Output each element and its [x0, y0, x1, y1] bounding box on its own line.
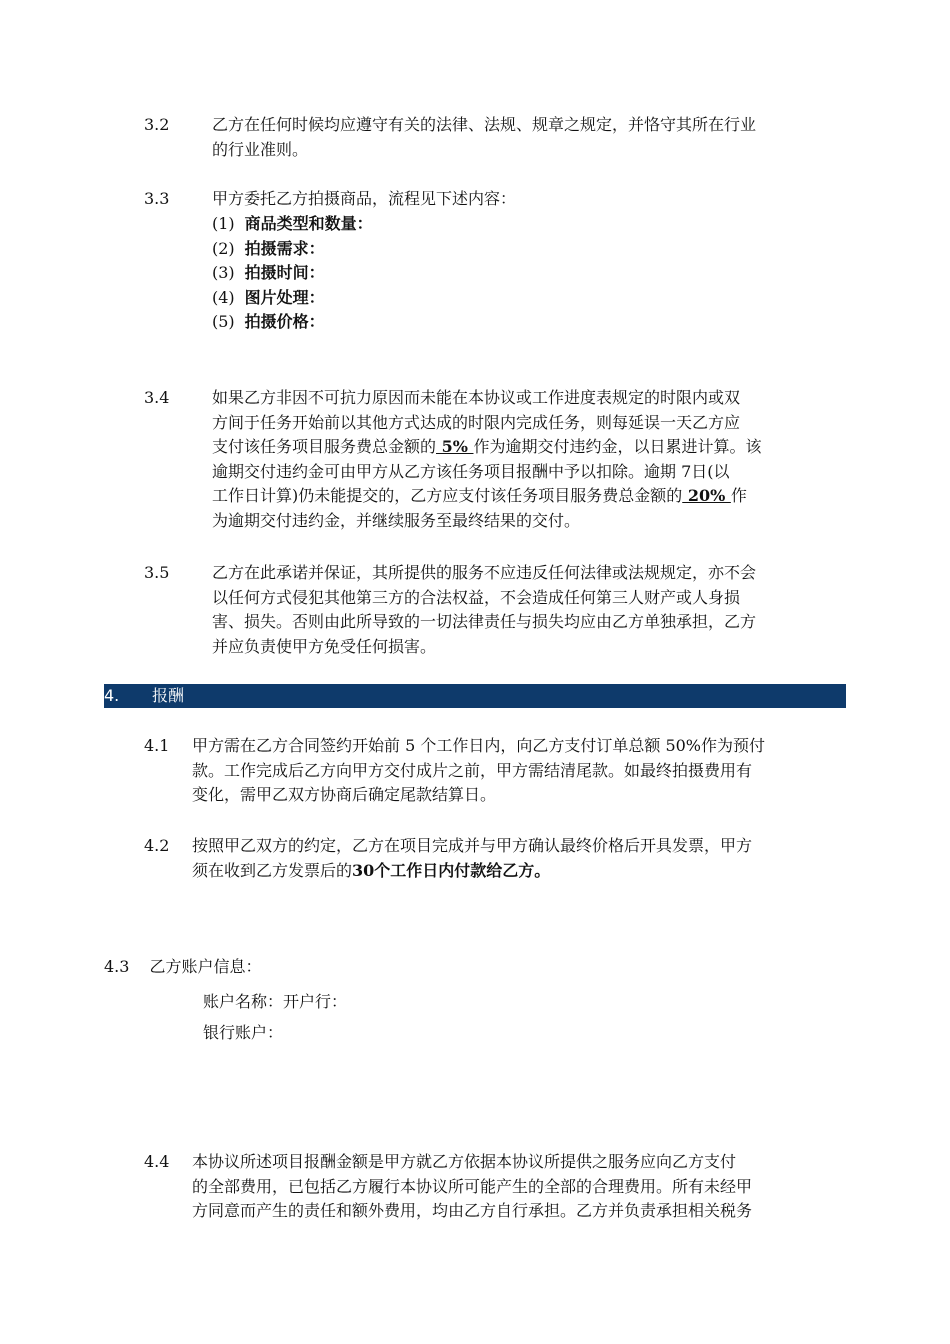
clause-4-1	[144, 734, 846, 809]
clause-4-4	[144, 1150, 846, 1225]
section-header-4	[104, 684, 846, 708]
clause-line	[212, 435, 846, 460]
clause-line: 乙方在此承诺并保证，其所提供的服务不应违反任何法律或法规规定，亦不会	[212, 563, 757, 582]
text-run: 支付该任务项目服务费总金额的	[212, 437, 437, 456]
list-item	[212, 237, 325, 262]
clause-line: 按照甲乙双方的约定，乙方在项目完成并与甲方确认最终价格后开具发票，甲方	[192, 836, 753, 855]
clause-text: 甲方委托乙方拍摄商品，流程见下述内容：	[212, 189, 517, 208]
text-run: 作为逾期交付违约金，以日累进计算。该	[473, 437, 762, 456]
bank-account-line: 银行账户：	[203, 1023, 284, 1042]
list-item	[212, 286, 325, 311]
clause-3-3	[144, 187, 846, 211]
clause-3-2	[144, 113, 846, 163]
list-item	[212, 310, 325, 335]
clause-line: 方同意而产生的责任和额外费用，均由乙方自行承担。乙方并负责承担相关税务	[192, 1201, 753, 1220]
clause-number: 4.3	[104, 957, 130, 976]
list-index: (4)	[212, 288, 235, 307]
payment-term: 30个工作日内付款给乙方。	[352, 860, 551, 880]
clause-4-3	[104, 955, 261, 980]
text-run: 须在收到乙方发票后的	[192, 860, 353, 880]
clause-line: 的行业准则。	[212, 139, 309, 159]
clause-number: 3.3	[144, 189, 170, 208]
clause-3-5	[144, 561, 846, 661]
clause-line: 款。工作完成后乙方向甲方交付成片之前，甲方需结清尾款。如最终拍摄费用有	[192, 760, 753, 780]
clause-line	[212, 484, 846, 509]
clause-number: 4.1	[144, 736, 170, 755]
clause-title: 乙方账户信息：	[149, 957, 262, 976]
clause-line: 变化，需甲乙双方协商后确定尾款结算日。	[192, 785, 497, 804]
clause-3-4	[144, 386, 846, 536]
list-label: 商品类型和数量：	[244, 214, 373, 233]
clause-text	[212, 386, 846, 533]
list-index: (1)	[212, 214, 235, 233]
text-run: 工作日计算)仍未能提交的，乙方应支付该任务项目服务费总金额的	[212, 486, 683, 505]
clause-text	[192, 734, 846, 808]
clause-line: 的全部费用，已包括乙方履行本协议所可能产生的全部的合理费用。所有未经甲	[192, 1176, 753, 1196]
clause-line: 方间于任务开始前以其他方式达成的时限内完成任务，则每延误一天乙方应	[212, 412, 741, 432]
list-item	[212, 261, 325, 286]
clause-text	[212, 561, 846, 659]
list-label: 图片处理：	[244, 288, 325, 307]
clause-number: 3.4	[144, 388, 170, 407]
clause-line: 为逾期交付违约金，并继续服务至最终结果的交付。	[212, 510, 581, 530]
clause-number: 3.5	[144, 563, 170, 582]
clause-text	[212, 113, 846, 162]
account-name-line: 账户名称：开户行：	[203, 992, 348, 1011]
section-number: 4.	[104, 686, 120, 705]
list-item	[212, 212, 373, 237]
text-run: 作	[730, 486, 747, 505]
list-label: 拍摄时间：	[244, 263, 325, 282]
clause-number: 4.2	[144, 836, 170, 855]
list-index: (5)	[212, 312, 235, 331]
clause-line: 如果乙方非因不可抗力原因而未能在本协议或工作进度表规定的时限内或双	[212, 388, 741, 407]
clause-text	[192, 1150, 846, 1224]
list-index: (2)	[212, 239, 235, 258]
clause-line: 并应负责使甲方免受任何损害。	[212, 636, 437, 656]
clause-text	[192, 834, 846, 883]
clause-line: 甲方需在乙方合同签约开始前 5 个工作日内，向乙方支付订单总额 50%作为预付	[192, 736, 766, 755]
clause-line: 乙方在任何时候均应遵守有关的法律、法规、规章之规定，并恪守其所在行业	[212, 115, 757, 134]
penalty-rate-daily: 5%	[436, 437, 474, 456]
list-label: 拍摄需求：	[244, 239, 325, 258]
clause-line: 逾期交付违约金可由甲方从乙方该任务项目报酬中予以扣除。逾期 7日(以	[212, 461, 730, 481]
clause-line: 本协议所述项目报酬金额是甲方就乙方依据本协议所提供之服务应向乙方支付	[192, 1152, 737, 1171]
clause-line: 以任何方式侵犯其他第三方的合法权益，不会造成任何第三人财产或人身损	[212, 587, 741, 607]
penalty-rate-total: 20%	[682, 486, 731, 505]
clause-number: 4.4	[144, 1152, 170, 1171]
list-label: 拍摄价格：	[244, 312, 325, 331]
section-title: 报酬	[152, 686, 185, 705]
clause-4-2	[144, 834, 846, 884]
list-index: (3)	[212, 263, 235, 282]
clause-number: 3.2	[144, 115, 170, 134]
clause-line: 害、损失。否则由此所导致的一切法律责任与损失均应由乙方单独承担，乙方	[212, 612, 757, 631]
clause-line	[192, 859, 846, 884]
